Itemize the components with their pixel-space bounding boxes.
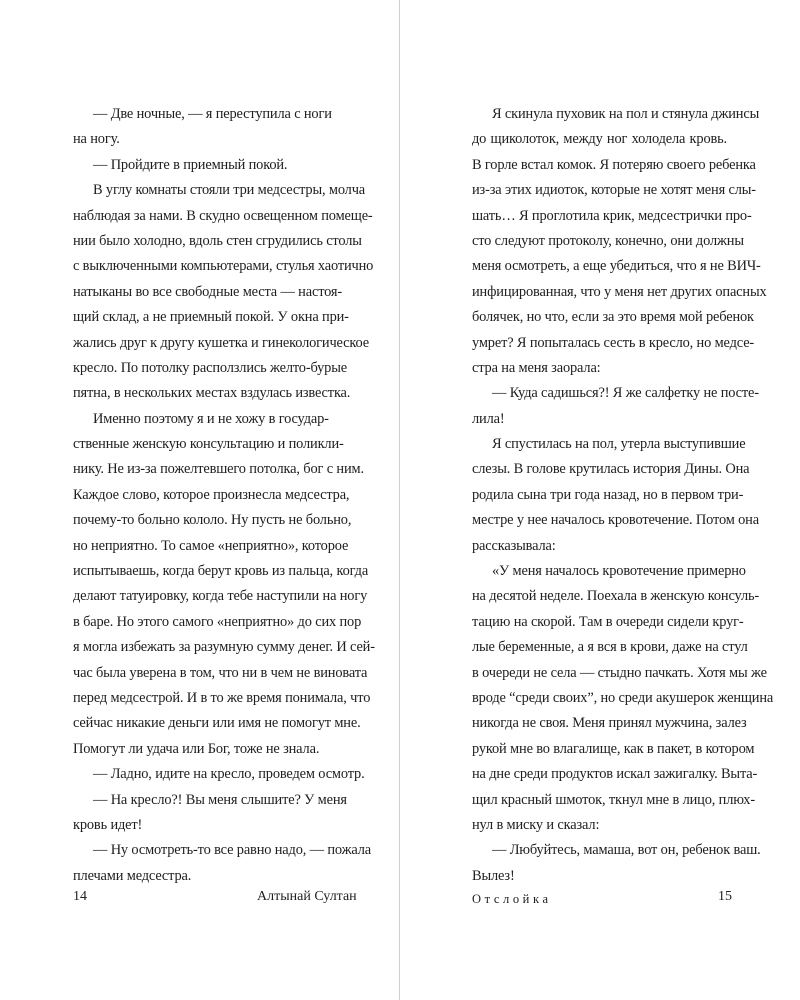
text-line: делают татуировку, когда тебе наступили на ногу [73,588,368,605]
text-line: Я скинула пуховик на пол и стянула джинсы [492,106,760,122]
text-line: из-за этих идиоток, которые не хотят меня слы- [472,182,756,199]
text-line: сто следуют протоколу, конечно, они должны [472,232,744,249]
text-line: местре у нее началось кровотечение. Потом она [472,512,759,529]
text-line: кровь идет! [73,816,143,833]
text-line: тацию на скорой. Там в очереди сидели круг- [472,613,744,630]
text-line: плечами медсестра. [73,867,192,884]
running-head-title: Отслойка [472,892,552,906]
text-line: стра на меня заорала: [472,359,601,376]
text-line: рукой мне во влагалище, как в пакет, в котором [472,740,755,757]
text-line: в баре. Но этого самого «неприятно» до сих пор [73,613,362,630]
text-line: умрет? Я попыталась сесть в кресло, но медсе- [472,334,755,351]
text-line: — Ладно, идите на кресло, проведем осмотр. [93,766,365,783]
text-line: сейчас никакие деньги или имя не помогут мне. [73,715,361,732]
text-line: болячек, но что, если за это время мой ребенок [472,309,754,326]
running-head-author: Алтынай Султан [257,889,357,904]
text-line: час была уверена в том, что ни в чем не виновата [73,664,368,681]
text-line: никогда не своя. Меня принял мужчина, залез [472,715,747,732]
text-line: пятна, в нескольких местах вздулась известка. [73,385,351,402]
text-line: нии было холодно, вдоль стен сгрудились столы [73,232,362,249]
text-line: на десятой неделе. Поехала в женскую консуль- [472,588,760,605]
text-line: кресло. По потолку расползлись желто-бурые [73,359,347,376]
text-line: перед медсестрой. И в то же время понимала, что [73,689,371,706]
text-line: лила! [472,410,505,427]
text-line: на дне среди продуктов искал зажигалку. Выта- [472,766,758,783]
right-page-text [472,102,774,889]
text-line: Я спустилась на пол, утерла выступившие [492,436,746,453]
text-line: инфицированная, что у меня нет других опасных [472,283,767,300]
text-line: испытываешь, когда берут кровь из пальца, когда [73,563,369,580]
text-line: до щиколоток, между ног холодела кровь. [472,131,727,148]
text-line: Помогут ли удача или Бог, тоже не знала. [73,740,320,757]
text-line: нул в миску и сказал: [472,816,600,833]
text-line: меня осмотреть, а еще убедиться, что я не ВИЧ- [472,258,761,275]
text-line: ственные женскую консультацию и поликли- [73,436,344,453]
text-line: В углу комнаты стояли три медсестры, молча [93,182,366,199]
text-line: нику. Не из-за пожелтевшего потолка, бог с ним. [73,461,364,478]
text-line: с выключенными компьютерами, стулья хаотично [73,258,374,275]
text-line: Вылез! [472,867,515,884]
text-line: натыканы во все свободные места — настоя- [73,283,343,300]
text-line: в очереди не села — стыдно пачкать. Хотя мы же [472,664,767,681]
text-line: — Куда садишься?! Я же салфетку не постe- [492,385,759,402]
text-line: «У меня началось кровотечение примерно [492,563,746,580]
text-line: наблюдая за нами. В скудно освещенном помеще- [73,207,373,224]
text-line: почему-то больно кололо. Ну пусть не больно, [73,512,352,529]
text-line: Каждое слово, которое произнесла медсестра, [73,486,350,503]
page-number-left: 14 [73,889,87,904]
text-line: щил красный шмоток, ткнул мне в лицо, плюх- [472,791,755,808]
right-page [400,0,800,1000]
text-line: — Две ночные, — я переступила с ноги [93,106,332,122]
text-line: — Любуйтесь, мамаша, вот он, ребенок ваш. [492,842,761,859]
text-line: шать… Я проглотила крик, медсестрички про- [472,207,752,224]
text-line: рассказывала: [472,537,556,554]
text-line: вроде “среди своих”, но среди акушерок женщина [472,689,774,706]
text-line: родила сына три года назад, но в первом три- [472,486,744,503]
text-line: но неприятно. То самое «неприятно», которое [73,537,349,554]
text-line: — Пройдите в приемный покой. [93,156,288,173]
text-line: — На кресло?! Вы меня слышите? У меня [93,791,347,808]
text-line: Именно поэтому я и не хожу в государ- [93,410,329,427]
text-line: я могла избежать за разумную сумму денег. И сей- [73,639,375,656]
page-number-right: 15 [718,889,732,904]
text-line: щий склад, а не приемный покой. У окна при- [73,309,349,326]
text-line: жались друг к другу кушетка и гинекологическое [73,334,369,351]
text-line: — Ну осмотреть-то все равно надо, — пожала [93,842,371,859]
text-line: на ногу. [73,131,120,148]
text-line: В горле встал комок. Я потеряю своего ребенка [472,156,756,173]
text-line: лые беременные, а я вся в крови, даже на стул [472,639,748,656]
text-line: слезы. В голове крутилась история Дины. Она [472,461,750,478]
left-page-text [73,102,375,889]
